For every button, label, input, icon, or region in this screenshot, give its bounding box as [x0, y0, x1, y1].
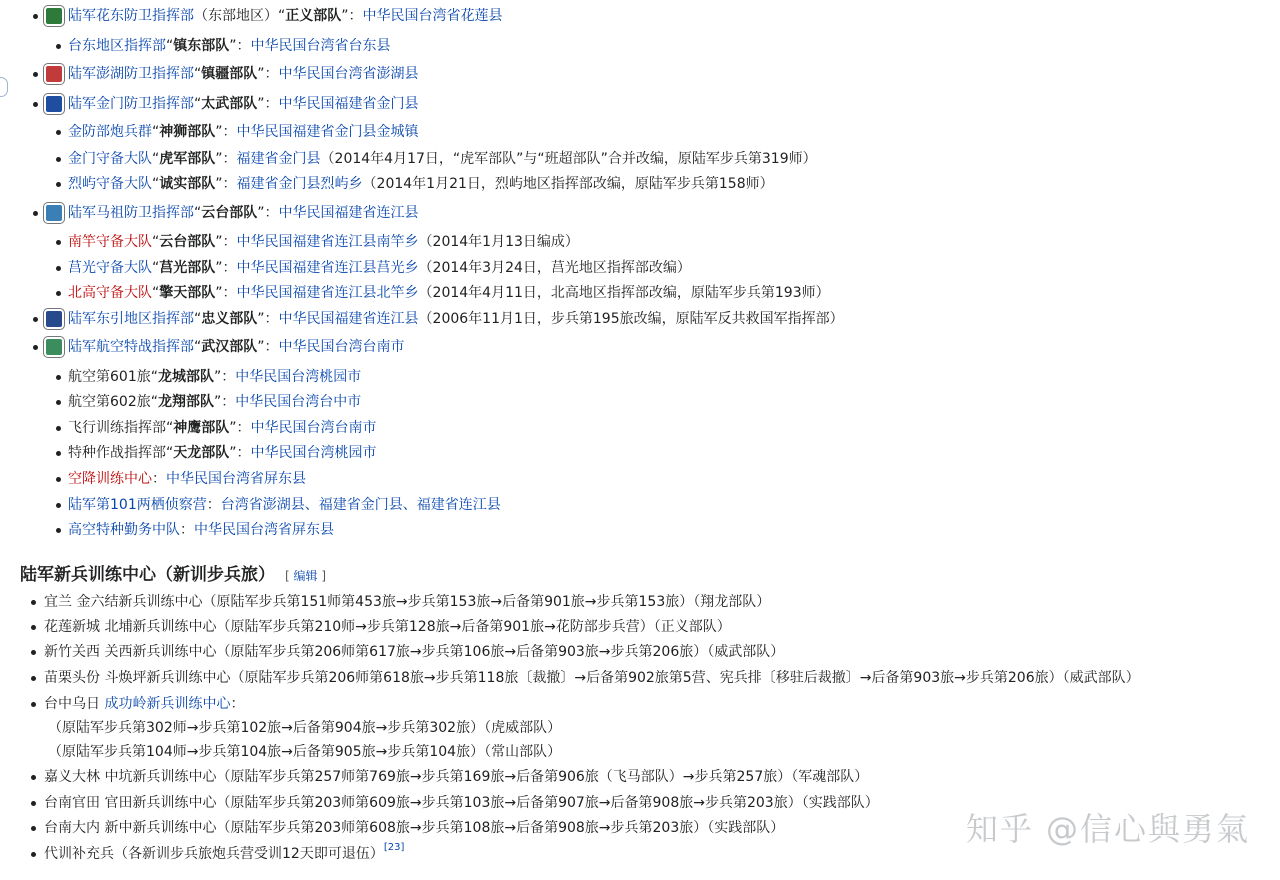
quote-close: ”： — [257, 205, 279, 221]
training-place: 宜兰 金六结新兵训练中心 — [44, 594, 203, 610]
unit-name: 航空第602旅 — [68, 394, 151, 410]
unit-emblem-icon — [44, 203, 64, 223]
list-bullet — [56, 182, 61, 187]
location-link[interactable]: 中华民国福建省连江县 — [278, 205, 419, 221]
list-bullet — [56, 503, 61, 508]
list-bullet — [56, 528, 61, 533]
quote-open: “ — [194, 311, 202, 327]
training-place: 新竹关西 关西新兵训练中心 — [44, 644, 217, 660]
list-item — [68, 94, 419, 114]
unit-link[interactable]: 南竿守备大队 — [68, 234, 152, 250]
list-item — [68, 258, 691, 278]
list-item — [68, 367, 361, 387]
list-bullet — [56, 451, 61, 456]
list-bullet — [33, 72, 38, 77]
list-bullet — [31, 625, 36, 630]
quote-close: ”： — [257, 311, 279, 327]
list-bullet — [31, 702, 36, 707]
unit-codename: 云台部队 — [201, 205, 258, 221]
training-detail: （原陆军步兵第203师第608旅→步兵第108旅→后备第908旅→步兵第203旅）（实践部队） — [216, 820, 785, 836]
quote-open: “ — [152, 124, 160, 140]
training-place: 代训补充兵 — [44, 846, 114, 862]
quote-close: ”： — [215, 176, 237, 192]
unit-note: （2014年1月13日编成） — [418, 234, 579, 250]
quote-open: “ — [166, 420, 174, 436]
quote-open: ： — [152, 471, 166, 487]
training-place: 苗栗头份 斗焕坪新兵训练中心 — [44, 670, 231, 686]
list-bullet — [33, 14, 38, 19]
unit-name: 飞行训练指挥部 — [68, 420, 166, 436]
section-title: 陆军新兵训练中心（新训步兵旅） — [20, 565, 275, 585]
unit-note: （2014年1月21日，烈屿地区指挥部改编，原陆军步兵第158师） — [362, 176, 774, 192]
location-link[interactable]: 中华民国福建省金门县 — [278, 96, 419, 112]
list-item — [68, 64, 419, 84]
unit-codename: 云台部队 — [159, 234, 216, 250]
quote-open: ： — [206, 497, 221, 513]
list-item — [68, 36, 391, 56]
quote-open: “ — [152, 260, 160, 276]
location-link[interactable]: 中华民国台湾省花莲县 — [362, 8, 503, 24]
list-bullet — [31, 775, 36, 780]
list-item — [68, 149, 817, 169]
list-bullet — [33, 317, 38, 322]
location-link[interactable]: 中华民国台湾台南市 — [278, 339, 405, 355]
unit-link[interactable]: 台东地区指挥部 — [68, 38, 166, 54]
quote-close: ”： — [214, 369, 236, 385]
unit-link[interactable]: 陆军花东防卫指挥部 — [68, 8, 194, 24]
unit-link[interactable]: 莒光守备大队 — [68, 260, 152, 276]
quote-close: ”： — [214, 394, 236, 410]
training-detail: ： — [230, 696, 245, 712]
unit-codename: 镇东部队 — [173, 38, 230, 54]
list-item — [68, 6, 503, 26]
unit-codename: 擎天部队 — [159, 285, 216, 301]
location-link[interactable]: 中华民国台湾省屏东县 — [166, 471, 306, 487]
quote-open: “ — [150, 394, 158, 410]
training-place: 花莲新城 北埔新兵训练中心 — [44, 619, 217, 635]
location-link[interactable]: 中华民国台湾桃园市 — [235, 369, 362, 385]
location-link[interactable]: 台湾省澎湖县、福建省金门县、福建省连江县 — [220, 497, 501, 513]
unit-codename: 莒光部队 — [159, 260, 216, 276]
list-bullet — [33, 211, 38, 216]
unit-codename: 忠义部队 — [201, 311, 258, 327]
location-link[interactable]: 中华民国台湾省澎湖县 — [278, 66, 419, 82]
unit-codename: 龙城部队 — [158, 369, 214, 385]
unit-codename: 天龙部队 — [173, 445, 230, 461]
unit-link[interactable]: 陆军航空特战指挥部 — [68, 339, 194, 355]
location-link[interactable]: 福建省金门县 — [236, 151, 321, 167]
list-bullet — [56, 130, 61, 135]
unit-note: （2006年11月1日，步兵第195旅改编，原陆军反共救国军指挥部） — [418, 311, 844, 327]
unit-emblem-icon — [44, 309, 64, 329]
training-detail: （原陆军步兵第206师第617旅→步兵第106旅→后备第903旅→步兵第206旅）（威武部队） — [216, 644, 785, 660]
unit-codename: 神鹰部队 — [173, 420, 230, 436]
list-bullet — [33, 102, 38, 107]
list-item — [68, 232, 579, 252]
unit-link[interactable]: 陆军东引地区指挥部 — [68, 311, 194, 327]
list-bullet — [56, 291, 61, 296]
location-link[interactable]: 中华民国福建省连江县北竿乡 — [236, 285, 419, 301]
unit-link[interactable]: 北高守备大队 — [68, 285, 152, 301]
list-bullet — [31, 801, 36, 806]
quote-close: ”： — [215, 285, 237, 301]
list-bullet — [56, 400, 61, 405]
training-detail: （原陆军步兵第210师→步兵第128旅→后备第901旅→花防部步兵营）（正义部队） — [216, 619, 731, 635]
quote-close: ”： — [215, 234, 237, 250]
location-link[interactable]: 中华民国福建省连江县南竿乡 — [236, 234, 419, 250]
quote-open: “ — [152, 176, 160, 192]
quote-open: “ — [150, 369, 158, 385]
quote-close: ”： — [215, 151, 237, 167]
unit-link[interactable]: 金防部炮兵群 — [68, 124, 152, 140]
unit-codename: 正义部队 — [285, 8, 342, 24]
list-bullet — [56, 240, 61, 245]
unit-link[interactable]: 陆军第101两栖侦察营 — [68, 497, 207, 513]
unit-link[interactable]: 陆军澎湖防卫指挥部 — [68, 66, 194, 82]
training-item — [44, 668, 1140, 688]
list-item — [68, 520, 334, 540]
quote-close: ”： — [257, 339, 279, 355]
quote-close: ”： — [229, 445, 251, 461]
location-link[interactable]: 中华民国台湾台南市 — [250, 420, 377, 436]
quote-open: “ — [152, 151, 160, 167]
training-detail: （各新训步兵旅炮兵营受训12天即可退伍） — [114, 846, 384, 862]
training-place: 台南官田 官田新兵训练中心 — [44, 795, 217, 811]
quote-open: “ — [166, 38, 174, 54]
unit-link[interactable]: 空降训练中心 — [68, 471, 152, 487]
training-item — [44, 642, 784, 662]
training-item — [48, 742, 561, 762]
list-item — [68, 337, 405, 357]
location-link[interactable]: 中华民国台湾台中市 — [235, 394, 362, 410]
list-bullet — [56, 44, 61, 49]
list-bullet — [56, 426, 61, 431]
unit-note: （2014年4月11日，北高地区指挥部改编，原陆军步兵第193师） — [418, 285, 830, 301]
training-item — [44, 793, 879, 813]
list-item — [68, 203, 419, 223]
unit-codename: 镇疆部队 — [201, 66, 258, 82]
list-bullet — [33, 345, 38, 350]
training-item — [44, 694, 244, 714]
section-heading — [20, 560, 326, 585]
quote-open: ： — [180, 522, 194, 538]
unit-note: （2014年4月17日，“虎军部队”与“班超部队”合并改编，原陆军步兵第319师） — [320, 151, 817, 167]
list-bullet — [31, 852, 36, 857]
unit-name: 航空第601旅 — [68, 369, 151, 385]
quote-open: “ — [194, 66, 202, 82]
edit-link[interactable]: 编辑 — [293, 569, 318, 583]
unit-link[interactable]: 陆军马祖防卫指挥部 — [68, 205, 194, 221]
training-detail: （原陆军步兵第104师→步兵第104旅→后备第905旅→步兵第104旅）（常山部队） — [48, 744, 562, 760]
unit-emblem-icon — [44, 94, 64, 114]
unit-link[interactable]: 金门守备大队 — [68, 151, 152, 167]
quote-close: ”： — [257, 96, 279, 112]
training-item — [44, 767, 868, 787]
training-detail: （原陆军步兵第302师→步兵第102旅→后备第904旅→步兵第302旅）（虎威部队） — [48, 720, 562, 736]
list-bullet — [31, 826, 36, 831]
quote-close: ”： — [257, 66, 279, 82]
training-item — [44, 592, 770, 612]
unit-codename: 虎军部队 — [159, 151, 216, 167]
unit-codename: 神狮部队 — [159, 124, 216, 140]
location-link[interactable]: 中华民国台湾桃园市 — [250, 445, 377, 461]
unit-name: 特种作战指挥部 — [68, 445, 166, 461]
training-detail: （原陆军步兵第206师第618旅→步兵第118旅〔裁撤〕→后备第902旅第5营、宪兵排〔移驻后裁撤〕→后备第903旅→步兵第206旅）（威武部队） — [230, 670, 1140, 686]
list-item — [68, 495, 501, 515]
unit-emblem-icon — [44, 6, 64, 26]
quote-open: “ — [152, 285, 160, 301]
list-bullet — [56, 157, 61, 162]
training-detail: （原陆军步兵第257师第769旅→步兵第169旅→后备第906旅（飞马部队）→步兵第257旅）（军魂部队） — [216, 769, 869, 785]
unit-link[interactable]: 陆军金门防卫指挥部 — [68, 96, 194, 112]
quote-open: “ — [152, 234, 160, 250]
unit-codename: 龙翔部队 — [158, 394, 214, 410]
list-item — [68, 469, 306, 489]
training-item — [44, 617, 731, 637]
quote-close: ”： — [229, 420, 251, 436]
quote-close: ”： — [215, 124, 237, 140]
training-item — [48, 718, 561, 738]
quote-open: （东部地区）“ — [194, 8, 286, 24]
quote-open: “ — [194, 96, 202, 112]
location-link[interactable]: 中华民国台湾省屏东县 — [194, 522, 334, 538]
list-item — [68, 392, 361, 412]
list-item — [68, 309, 844, 329]
quote-open: “ — [194, 339, 202, 355]
list-bullet — [31, 650, 36, 655]
location-link[interactable]: 中华民国福建省连江县莒光乡 — [236, 260, 419, 276]
list-item — [68, 443, 377, 463]
quote-open: “ — [166, 445, 174, 461]
list-item — [68, 122, 419, 142]
quote-close: ”： — [229, 38, 251, 54]
training-place: 嘉义大林 中坑新兵训练中心 — [44, 769, 217, 785]
list-bullet — [56, 375, 61, 380]
training-item — [44, 844, 404, 864]
list-item — [68, 174, 774, 194]
unit-codename: 诚实部队 — [159, 176, 216, 192]
location-link[interactable]: 中华民国福建省连江县 — [278, 311, 419, 327]
training-center-link[interactable]: 成功岭新兵训练中心 — [104, 696, 231, 712]
list-item — [68, 418, 377, 438]
quote-close: ”： — [215, 260, 237, 276]
list-item — [68, 283, 830, 303]
list-bullet — [31, 676, 36, 681]
unit-link[interactable]: 烈屿守备大队 — [68, 176, 152, 192]
list-bullet — [31, 600, 36, 605]
training-detail: （原陆军步兵第203师第609旅→步兵第103旅→后备第907旅→后备第908旅→步兵第203旅）（实践部队） — [216, 795, 879, 811]
quote-open: “ — [194, 205, 202, 221]
training-place: 台中乌日 — [44, 696, 105, 712]
scroll-indicator[interactable] — [0, 77, 8, 97]
training-place: 台南大内 新中新兵训练中心 — [44, 820, 217, 836]
unit-emblem-icon — [44, 64, 64, 84]
training-detail: （原陆军步兵第151师第453旅→步兵第153旅→后备第901旅→步兵第153旅）（翔龙部队） — [202, 594, 771, 610]
unit-emblem-icon — [44, 337, 64, 357]
unit-codename: 武汉部队 — [201, 339, 258, 355]
unit-codename: 太武部队 — [201, 96, 258, 112]
location-link[interactable]: 中华民国台湾省台东县 — [250, 38, 391, 54]
quote-close: ”： — [341, 8, 363, 24]
watermark: 知乎 @信心與勇氣 — [965, 810, 1250, 848]
unit-link[interactable]: 高空特种勤务中队 — [68, 522, 180, 538]
edit-section-link: [ 编辑 ] — [285, 569, 327, 583]
location-link[interactable]: 中华民国福建省金门县金城镇 — [236, 124, 419, 140]
list-bullet — [56, 266, 61, 271]
location-link[interactable]: 福建省金门县烈屿乡 — [236, 176, 363, 192]
citation-link[interactable]: [23] — [383, 842, 405, 853]
training-item — [44, 818, 784, 838]
list-bullet — [56, 477, 61, 482]
unit-note: （2014年3月24日，莒光地区指挥部改编） — [418, 260, 691, 276]
